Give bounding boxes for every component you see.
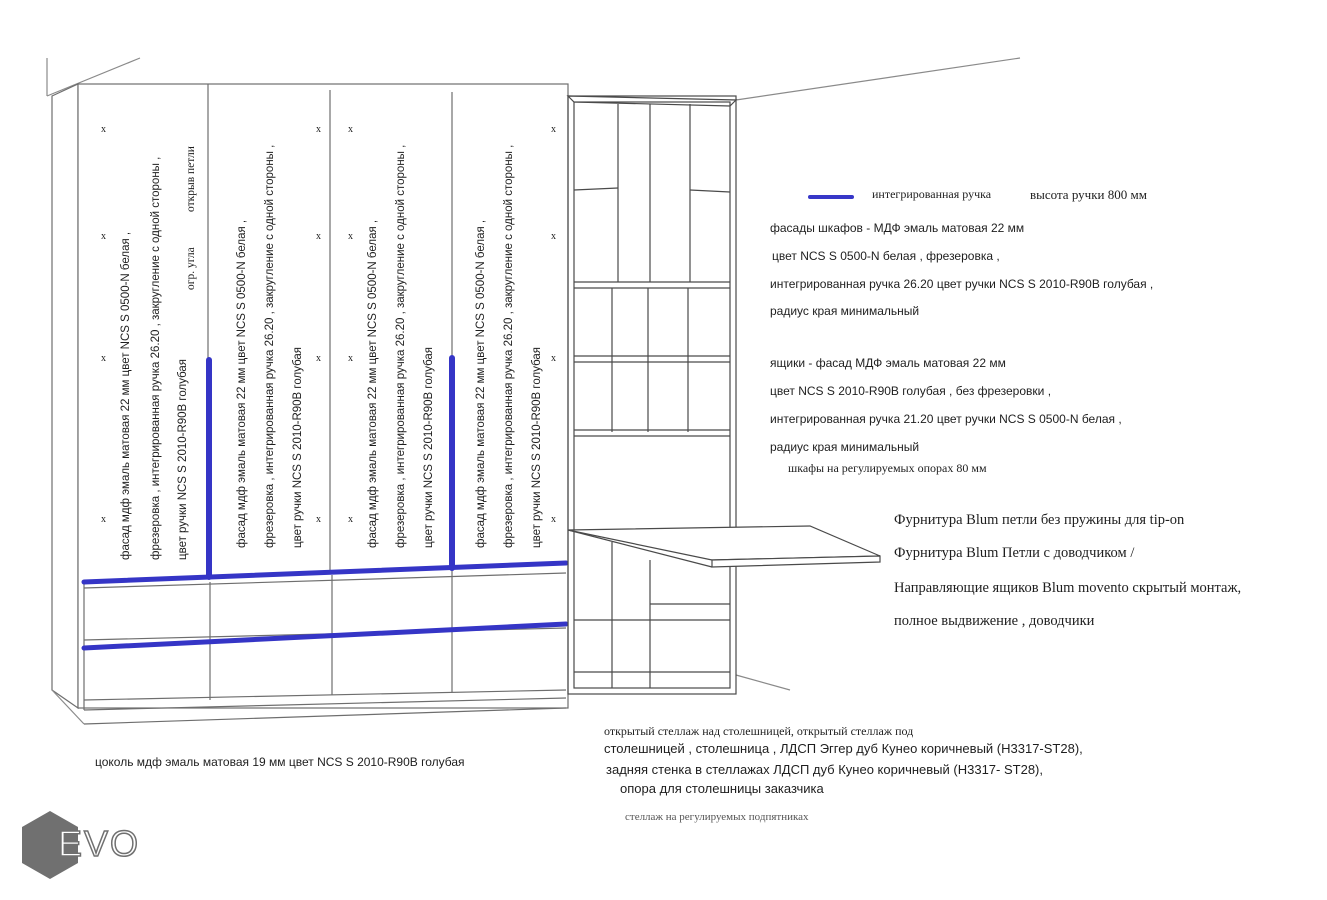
hinge-mark: x [348,231,353,242]
hardware-line-2: Фурнитура Blum Петли с доводчиком / [894,545,1135,561]
facade-note-3-line-2: фрезеровка , интегрированная ручка 26.20 , закругление с одной стороны , [395,144,407,548]
hinge-mark: x [316,231,321,242]
facade-note-3-line-1: фасад мдф эмаль матовая 22 мм цвет NCS S 0500-N белая , [367,219,379,548]
drawers-spec-line-4: радиус края минимальный [770,440,920,454]
drawers-spec-line-3: интегрированная ручка 21.20 цвет ручки NCS S 0500-N белая , [770,412,1122,426]
drawers-spec-line-2: цвет NCS S 2010-R90B голубая , без фрезеровки , [770,384,1052,398]
facade-note-4-line-3: цвет ручки NCS S 2010-R90B голубая [531,346,543,548]
shelving-top [568,96,736,106]
facade-note-2-line-3: цвет ручки NCS S 2010-R90B голубая [292,346,304,548]
facade-note-2-line-2: фрезеровка , интегрированная ручка 26.20 , закругление с одной стороны , [264,144,276,548]
shelving-note-line-3: задняя стенка в стеллажах ЛДСП дуб Кунео коричневый (H3317- ST28), [606,762,1043,777]
facade-note-1-line-1: фасад мдф эмаль матовая 22 мм цвет NCS S 0500-N белая , [120,231,132,560]
hinge-mark: x [316,514,321,525]
shelving-note-line-4: опора для столешницы заказчика [620,781,824,796]
hinge-mark: x [316,124,321,135]
hinge-mark: x [348,124,353,135]
facade-note-1-line-3: цвет ручки NCS S 2010-R90B голубая [177,358,189,560]
hardware-line-1: Фурнитура Blum петли без пружины для tip-on [894,512,1185,528]
shelving-note-line-2: столешницей , столешница , ЛДСП Эггер дуб Кунео коричневый (H3317-ST28), [604,741,1083,756]
hardware-line-4: полное выдвижение , доводчики [894,613,1095,629]
facade-note-3-line-3: цвет ручки NCS S 2010-R90B голубая [423,346,435,548]
facade-note-4-line-2: фрезеровка , интегрированная ручка 26.20 , закругление с одной стороны , [503,144,515,548]
facade-note-1-line-2: фрезеровка , интегрированная ручка 26.20 , закругление с одной стороны , [150,156,162,560]
hinge-mark: x [348,353,353,364]
facades-spec-line-2: цвет NCS S 0500-N белая , фрезеровка , [772,249,1000,263]
hinge-mark: x [551,124,556,135]
hinge-mark: x [551,514,556,525]
logo-text: EVO [58,823,141,864]
hinge-mark: x [101,353,106,364]
shelving-supports-note: стеллаж на регулируемых подпятниках [625,811,809,823]
corner-note-hinges: открыв петли [185,146,197,212]
hardware-line-3: Направляющие ящиков Blum movento скрытый монтаж, [894,580,1242,596]
facade-note-4-line-1: фасад мдф эмаль матовая 22 мм цвет NCS S 0500-N белая , [475,219,487,548]
evo-logo [18,809,158,881]
wardrobe-side-panel [52,84,78,708]
facades-spec-line-4: радиус края минимальный [770,304,920,318]
hinge-mark: x [348,514,353,525]
hinge-mark: x [551,231,556,242]
hinge-mark: x [101,124,106,135]
plinth-note: цоколь мдф эмаль матовая 19 мм цвет NCS S 2010-R90B голубая [95,755,465,769]
supports-note: шкафы на регулируемых опорах 80 мм [788,461,987,475]
facade-note-2-line-1: фасад мдф эмаль матовая 22 мм цвет NCS S 0500-N белая , [236,219,248,548]
shelving-unit [568,96,736,694]
handle-legend-swatch [808,195,854,199]
desk-top [568,526,880,567]
handle-height-label: высота ручки 800 мм [1030,187,1147,202]
hinge-mark: x [101,514,106,525]
corner-note-limit: огр. угла [185,247,197,290]
facades-spec-line-3: интегрированная ручка 26.20 цвет ручки NCS S 2010-R90B голубая , [770,277,1154,291]
hinge-mark: x [551,353,556,364]
shelving-note-line-1: открытый стеллаж над столешницей, открытый стеллаж под [604,724,914,738]
handle-legend-label: интегрированная ручка [872,187,992,201]
drawers-spec-line-1: ящики - фасад МДФ эмаль матовая 22 мм [770,356,1006,370]
hinge-mark: x [101,231,106,242]
hinge-mark: x [316,353,321,364]
facades-spec-line-1: фасады шкафов - МДФ эмаль матовая 22 мм [770,221,1025,235]
